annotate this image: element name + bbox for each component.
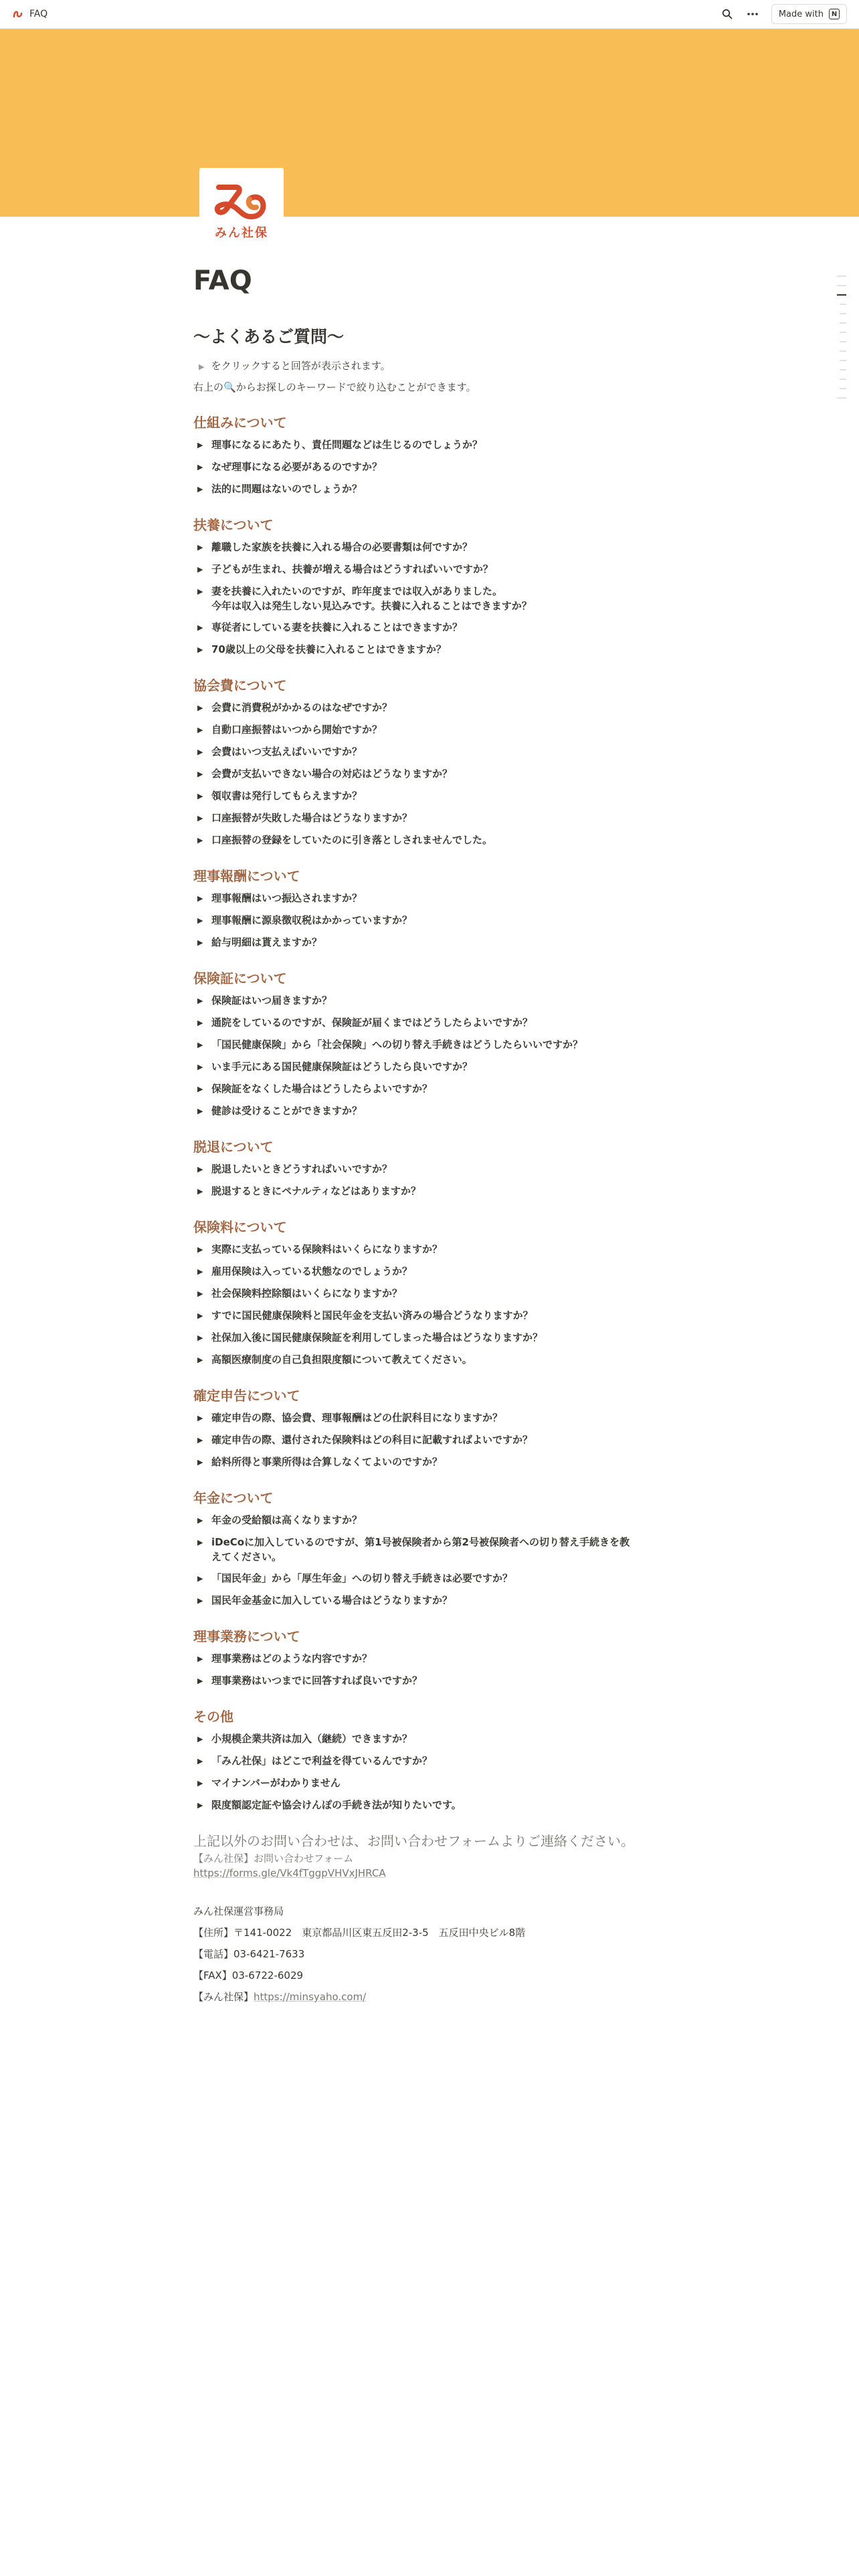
toggle-arrow-icon[interactable]: ▶ (197, 463, 203, 471)
question-text: 年金の受給額は高くなりますか？ (211, 1514, 363, 1526)
faq-toggle-item[interactable] (193, 1239, 675, 1261)
toggle-triangle-icon: ▶ (199, 362, 205, 371)
faq-toggle-item[interactable] (193, 1670, 675, 1692)
faq-toggle-item[interactable] (193, 1305, 675, 1327)
toggle-arrow-icon[interactable]: ▶ (197, 770, 203, 778)
section-heading: 理事業務について (193, 1628, 300, 1644)
faq-toggle-item[interactable] (193, 1794, 675, 1816)
toggle-arrow-icon[interactable]: ▶ (197, 1311, 203, 1320)
faq-toggle-item[interactable] (193, 990, 675, 1012)
faq-toggle-item[interactable] (193, 617, 675, 639)
faq-toggle-item[interactable] (193, 1283, 675, 1305)
faq-toggle-item[interactable] (193, 1509, 675, 1531)
breadcrumb-page-title[interactable]: FAQ (29, 9, 48, 19)
toc-mark[interactable] (840, 304, 846, 305)
toggle-arrow-icon[interactable]: ▶ (197, 1245, 203, 1254)
question-text: 口座振替が失敗した場合はどうなりますか？ (211, 812, 413, 824)
toc-mark[interactable] (840, 388, 846, 389)
question-text: 会費に消費税がかかるのはなぜですか？ (211, 702, 393, 714)
toggle-arrow-icon[interactable]: ▶ (197, 894, 203, 903)
logo-mark-icon (209, 179, 274, 222)
page-favicon-icon (12, 8, 24, 20)
section-heading: 扶養について (193, 517, 274, 533)
toggle-arrow-icon[interactable]: ▶ (197, 1677, 203, 1685)
faq-section (193, 675, 675, 851)
toggle-arrow-icon[interactable]: ▶ (197, 1801, 203, 1810)
faq-toggle-item[interactable] (193, 697, 675, 719)
toc-mark-active[interactable] (837, 294, 846, 296)
toc-mark[interactable] (840, 322, 846, 324)
toggle-arrow-icon[interactable]: ▶ (197, 814, 203, 823)
question-text: 妻を扶養に入れたいのですが、昨年度までは収入がありました。 今年は収入は発生しない見込みです。扶養に入れることはできますか？ (211, 585, 532, 612)
question-text: マイナンバーがわかりません (211, 1777, 341, 1789)
question-text: 脱退したいときどうすればいいですか？ (211, 1163, 393, 1175)
toc-mark[interactable] (840, 369, 846, 370)
made-with-notion-button[interactable] (771, 4, 847, 24)
section-heading: 仕組みについて (193, 415, 287, 431)
faq-toggle-item[interactable] (193, 741, 675, 763)
question-text: 自動口座振替はいつから開始ですか？ (211, 724, 383, 736)
toggle-arrow-icon[interactable]: ▶ (197, 1654, 203, 1663)
toggle-arrow-icon[interactable]: ▶ (197, 1757, 203, 1765)
toggle-arrow-icon[interactable]: ▶ (197, 587, 203, 596)
section-heading: 保険料について (193, 1219, 287, 1235)
toggle-arrow-icon[interactable]: ▶ (197, 1414, 203, 1422)
faq-toggle-item[interactable] (193, 478, 675, 500)
question-text: 脱退するときにペナルティなどはありますか？ (211, 1185, 421, 1197)
office-fax: 【FAX】03-6722-6029 (193, 1969, 304, 1981)
faq-toggle-item[interactable] (193, 1590, 675, 1612)
office-address: 【住所】〒141-0022 東京都品川区東五反田2-3-5 五反田中央ビル8階 (193, 1927, 526, 1939)
question-text: iDeCoに加入しているのですが、第1号被保険者から第2号被保険者への切り替え手続きを教 えてください。 (211, 1536, 630, 1563)
page-content (193, 261, 675, 2008)
toc-mark[interactable] (837, 276, 846, 277)
contact-heading: 上記以外のお問い合わせは、お問い合わせフォームよりご連絡ください。 (193, 1833, 634, 1849)
faq-toggle-item[interactable] (193, 1034, 675, 1056)
office-name: みん社保運営事務局 (193, 1905, 284, 1917)
faq-toggle-item[interactable] (193, 1078, 675, 1100)
faq-toggle-item[interactable] (193, 1349, 675, 1371)
question-text: 法的に問題はないのでしょうか？ (211, 483, 363, 495)
cover-image (0, 29, 859, 217)
faq-toggle-item[interactable] (193, 558, 675, 580)
faq-section (193, 866, 675, 954)
toggle-arrow-icon[interactable]: ▶ (197, 1018, 203, 1027)
question-text: 給料所得と事業所得は合算しなくてよいのですか？ (211, 1456, 443, 1468)
faq-toggle-item[interactable] (193, 1750, 675, 1772)
faq-toggle-item[interactable] (193, 887, 675, 909)
faq-toggle-item[interactable] (193, 909, 675, 932)
question-text: 雇用保険は入っている状態なのでしょうか？ (211, 1265, 413, 1277)
question-text: 社保加入後に国民健康保険証を利用してしまった場合はどうなりますか？ (211, 1331, 543, 1344)
faq-toggle-item[interactable] (193, 1012, 675, 1034)
toggle-arrow-icon[interactable]: ▶ (197, 748, 203, 756)
toggle-arrow-icon[interactable]: ▶ (197, 938, 203, 947)
toggle-arrow-icon[interactable]: ▶ (197, 645, 203, 654)
question-text: いま手元にある国民健康保険証はどうしたら良いですか？ (211, 1061, 473, 1073)
toc-mark[interactable] (837, 397, 846, 399)
office-site (193, 1986, 675, 2008)
question-text: 健診は受けることができますか？ (211, 1105, 363, 1117)
faq-toggle-item[interactable] (193, 456, 675, 478)
question-text: 実際に支払っている保険料はいくらになりますか？ (211, 1243, 443, 1255)
faq-section (193, 1137, 675, 1202)
faq-toggle-item[interactable] (193, 1451, 675, 1473)
toggle-arrow-icon[interactable]: ▶ (197, 836, 203, 845)
toggle-arrow-icon[interactable]: ▶ (197, 1165, 203, 1174)
toggle-arrow-icon[interactable]: ▶ (197, 1436, 203, 1444)
toggle-arrow-icon[interactable]: ▶ (197, 1779, 203, 1788)
hint-text-2a: 右上の (193, 381, 224, 393)
toc-mark[interactable] (840, 350, 846, 352)
contact-form-link[interactable]: https://forms.gle/Vk4fTggpVHVxJHRCA (193, 1867, 386, 1879)
section-heading: その他 (193, 1709, 233, 1725)
question-text: 口座振替の登録をしていたのに引き落としされませんでした。 (211, 834, 493, 846)
toc-mark[interactable] (840, 332, 846, 333)
office-phone: 【電話】03-6421-7633 (193, 1948, 305, 1960)
question-text: 通院をしているのですが、保険証が届くまではどうしたらよいですか？ (211, 1016, 533, 1029)
section-heading: 脱退について (193, 1139, 274, 1155)
question-text: 理事業務はいつまでに回答すれば良いですか？ (211, 1675, 423, 1687)
question-text: なぜ理事になる必要があるのですか？ (211, 461, 383, 473)
faq-toggle-item[interactable] (193, 1772, 675, 1794)
question-text: 理事になるにあたり、責任問題などは生じるのでしょうか？ (211, 439, 483, 451)
faq-section (193, 1386, 675, 1473)
office-info (193, 1901, 675, 2008)
toggle-arrow-icon[interactable]: ▶ (197, 1289, 203, 1298)
faq-section (193, 968, 675, 1122)
question-text: 「みん社保」はどこで利益を得ているんですか？ (211, 1755, 433, 1767)
faq-toggle-item[interactable] (193, 1158, 675, 1180)
toggle-arrow-icon[interactable]: ▶ (197, 1267, 203, 1276)
faq-toggle-item[interactable] (193, 434, 675, 456)
faq-toggle-item[interactable] (193, 1728, 675, 1750)
page-icon-logo (199, 168, 284, 252)
page-title: FAQ (193, 265, 252, 296)
faq-toggle-item[interactable] (193, 1648, 675, 1670)
toc-rail[interactable] (837, 276, 846, 407)
faq-toggle-item[interactable] (193, 1568, 675, 1590)
toggle-arrow-icon[interactable]: ▶ (197, 1458, 203, 1467)
toggle-arrow-icon[interactable]: ▶ (197, 1333, 203, 1342)
faq-section (193, 1707, 675, 1816)
faq-toggle-item[interactable] (193, 1429, 675, 1451)
faq-toggle-item[interactable] (193, 1100, 675, 1122)
toggle-arrow-icon[interactable]: ▶ (197, 1735, 203, 1743)
question-text: 理事報酬に源泉徴収税はかかっていますか？ (211, 914, 413, 926)
toggle-arrow-icon[interactable]: ▶ (197, 1596, 203, 1605)
hint-text-1: をクリックすると回答が表示されます。 (211, 360, 391, 372)
faq-toggle-item[interactable] (193, 829, 675, 851)
faq-section (193, 1217, 675, 1371)
toc-mark[interactable] (837, 285, 846, 286)
toggle-arrow-icon[interactable]: ▶ (197, 623, 203, 632)
section-heading: 年金について (193, 1490, 274, 1506)
toc-mark[interactable] (840, 341, 846, 342)
toggle-arrow-icon[interactable]: ▶ (197, 1356, 203, 1364)
question-text: 給与明細は貰えますか？ (211, 936, 322, 948)
toggle-arrow-icon[interactable]: ▶ (197, 1538, 203, 1547)
faq-toggle-item[interactable] (193, 763, 675, 785)
toggle-arrow-icon[interactable]: ▶ (197, 565, 203, 574)
toc-mark[interactable] (840, 313, 846, 314)
toggle-arrow-icon[interactable]: ▶ (197, 441, 203, 449)
toc-mark[interactable] (840, 379, 846, 380)
question-text: 「国民年金」から「厚生年金」への切り替え手続きは必要ですか？ (211, 1572, 513, 1584)
faq-section (193, 515, 675, 661)
made-with-label: Made with (778, 9, 824, 19)
section-heading: 保険証について (193, 970, 287, 986)
toggle-arrow-icon[interactable]: ▶ (197, 1041, 203, 1049)
faq-toggle-item[interactable] (193, 1531, 675, 1568)
question-text: 70歳以上の父母を扶養に入れることはできますか？ (211, 643, 446, 655)
question-text: 小規模企業共済は加入（継続）できますか？ (211, 1733, 413, 1745)
faq-toggle-item[interactable] (193, 1407, 675, 1429)
logo-text: みん社保 (215, 226, 268, 240)
question-text: 高額医療制度の自己負担限度額について教えてください。 (211, 1354, 472, 1366)
faq-toggle-item[interactable] (193, 807, 675, 829)
toggle-arrow-icon[interactable]: ▶ (197, 485, 203, 494)
search-icon[interactable] (721, 7, 734, 21)
toggle-arrow-icon[interactable]: ▶ (197, 726, 203, 734)
question-text: 保険証はいつ届きますか？ (211, 994, 332, 1006)
toggle-arrow-icon[interactable]: ▶ (197, 1187, 203, 1196)
office-site-label: 【みん社保】 (193, 1991, 254, 2003)
question-text: 理事報酬はいつ振込されますか？ (211, 892, 363, 904)
faq-toggle-item[interactable] (193, 1261, 675, 1283)
faq-section (193, 413, 675, 500)
faq-toggle-item[interactable] (193, 719, 675, 741)
question-text: 確定申告の際、協会費、理事報酬はどの仕訳科目になりますか？ (211, 1412, 503, 1424)
toggle-arrow-icon[interactable]: ▶ (197, 1574, 203, 1583)
page-subtitle: 〜よくあるご質問〜 (193, 327, 345, 346)
toc-mark[interactable] (840, 360, 846, 361)
magnifier-icon: 🔍 (223, 381, 236, 393)
toggle-arrow-icon[interactable]: ▶ (197, 543, 203, 552)
faq-toggle-item[interactable] (193, 932, 675, 954)
question-text: 確定申告の際、還付された保険料はどの科目に記載すればよいですか？ (211, 1434, 533, 1446)
question-text: すでに国民健康保険料と国民年金を支払い済みの場合どうなりますか？ (211, 1309, 533, 1321)
faq-toggle-item[interactable] (193, 580, 675, 617)
toggle-arrow-icon[interactable]: ▶ (197, 916, 203, 925)
hint-toggle-instruction (193, 356, 675, 377)
faq-toggle-item[interactable] (193, 785, 675, 807)
toggle-arrow-icon[interactable]: ▶ (197, 1516, 203, 1525)
toggle-arrow-icon[interactable]: ▶ (197, 792, 203, 800)
question-text: 保険証をなくした場合はどうしたらよいですか？ (211, 1083, 433, 1095)
more-options-icon[interactable] (746, 7, 759, 21)
question-text: 理事業務はどのような内容ですか？ (211, 1652, 373, 1665)
question-text: 国民年金基金に加入している場合はどうなりますか？ (211, 1594, 453, 1606)
faq-toggle-item[interactable] (193, 1056, 675, 1078)
section-heading: 協会費について (193, 677, 287, 693)
toggle-arrow-icon[interactable]: ▶ (197, 704, 203, 712)
section-heading: 確定申告について (193, 1388, 300, 1404)
notion-logo-icon: N (829, 9, 840, 19)
question-text: 社会保険料控除額はいくらになりますか？ (211, 1287, 403, 1299)
faq-toggle-item[interactable] (193, 1180, 675, 1202)
toggle-arrow-icon[interactable]: ▶ (197, 996, 203, 1005)
hint-search-instruction (193, 377, 675, 398)
faq-sections (193, 413, 675, 1816)
question-text: 「国民健康保険」から「社会保険」への切り替え手続きはどうしたらいいですか？ (211, 1039, 583, 1051)
contact-form-label: 【みん社保】お問い合わせフォーム (193, 1852, 354, 1864)
office-site-link[interactable]: https://minsyaho.com/ (254, 1991, 367, 2003)
toggle-arrow-icon[interactable]: ▶ (197, 1063, 203, 1071)
faq-section (193, 1626, 675, 1692)
top-bar (0, 0, 859, 29)
faq-toggle-item[interactable] (193, 536, 675, 558)
faq-toggle-item[interactable] (193, 1327, 675, 1349)
question-text: 領収書は発行してもらえますか？ (211, 790, 363, 802)
toggle-arrow-icon[interactable]: ▶ (197, 1107, 203, 1115)
question-text: 会費が支払いできない場合の対応はどうなりますか？ (211, 768, 453, 780)
hint-text-2b: からお探しのキーワードで絞り込むことができます。 (235, 381, 476, 393)
question-text: 会費はいつ支払えばいいですか？ (211, 746, 363, 758)
question-text: 限度額認定証や協会けんぽの手続き法が知りたいです。 (211, 1799, 462, 1811)
toggle-arrow-icon[interactable]: ▶ (197, 1085, 203, 1093)
question-text: 離職した家族を扶養に入れる場合の必要書類は何ですか？ (211, 541, 473, 553)
section-heading: 理事報酬について (193, 868, 300, 884)
question-text: 専従者にしている妻を扶養に入れることはできますか？ (211, 621, 463, 633)
faq-section (193, 1488, 675, 1612)
faq-toggle-item[interactable] (193, 639, 675, 661)
question-text: 子どもが生まれ、扶養が増える場合はどうすればいいですか？ (211, 563, 493, 575)
